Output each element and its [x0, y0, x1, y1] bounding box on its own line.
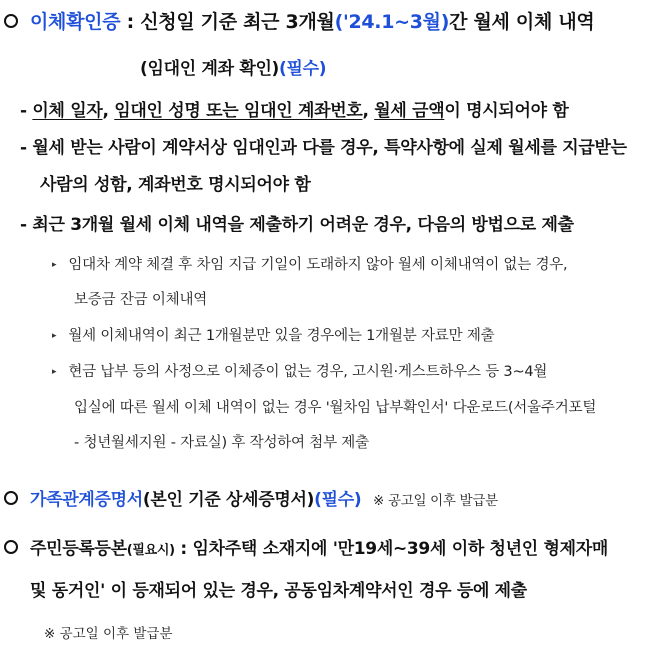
- section1-subtitle: [140, 54, 326, 79]
- triangle-bullet-icon: ▸: [52, 367, 57, 377]
- dash-bullet-2-cont: 사람의 성함, 계좌번호 명시되어야 함: [40, 175, 311, 195]
- circle-bullet-icon: [4, 14, 18, 28]
- underlined-landlord-info: 임대인 성명 또는 임대인 계좌번호: [114, 101, 363, 121]
- section3-title-a: 주민등록등본: [30, 539, 127, 559]
- section2-title-mid: (본인 기준 상세증명서): [142, 490, 315, 510]
- section2-required: (필수): [314, 490, 362, 510]
- sub-bullet-3: ▸ 현금 납부 등의 사정으로 이체증이 없는 경우, 고시원·게스트하우스 등 3~4월: [52, 364, 548, 380]
- underlined-transfer-date: 이체 일자: [32, 101, 103, 121]
- section3-title: [4, 534, 608, 559]
- section1-title-blue: 이체확인증: [30, 11, 121, 33]
- sub-bullet-3-cont1: 입실에 따른 월세 이체 내역이 없는 경우 '월차임 납부확인서' 다운로드(서울주거포털: [74, 400, 597, 416]
- sub-bullet-1-cont: 보증금 잔금 이체내역: [74, 292, 208, 308]
- sub-bullet-1: ▸ 임대차 계약 체결 후 차임 지급 기일이 도래하지 않아 월세 이체내역이 없는 경우,: [52, 257, 568, 273]
- section2-title: [4, 485, 498, 510]
- section1-title-period: ('24.1~3월): [334, 11, 450, 33]
- section1-subtitle-required: (필수): [279, 59, 327, 79]
- circle-bullet-icon: [4, 540, 18, 554]
- section1-subtitle-black: (임대인 계좌 확인): [140, 59, 280, 79]
- sub-bullet-3-cont2: - 청년월세지원 - 자료실) 후 작성하여 첨부 제출: [74, 435, 369, 451]
- section2-title-blue: 가족관계증명서: [30, 490, 143, 510]
- circle-bullet-icon: [4, 491, 18, 505]
- dash-bullet-1: - 이체 일자, 임대인 성명 또는 임대인 계좌번호, 월세 금액이 명시되어야 함: [20, 101, 569, 121]
- dash-bullet-2: - 월세 받는 사람이 계약서상 임대인과 다를 경우, 특약사항에 실제 월세를 지급받는: [20, 138, 627, 158]
- underlined-rent-amount: 월세 금액: [374, 101, 445, 121]
- section1-title-rest: : 신청일 기준 최근 3개월: [120, 11, 335, 33]
- triangle-bullet-icon: ▸: [52, 331, 57, 341]
- dash-bullet-3: - 최근 3개월 월세 이체 내역을 제출하기 어려운 경우, 다음의 방법으로 제출: [20, 215, 574, 235]
- section3-note: ※ 공고일 이후 발급분: [44, 626, 173, 642]
- section3-title-cont: 및 동거인' 이 등재되어 있는 경우, 공동임차계약서인 경우 등에 제출: [30, 581, 527, 601]
- sub-bullet-2: ▸ 월세 이체내역이 최근 1개월분만 있을 경우에는 1개월분 자료만 제출: [52, 328, 495, 344]
- section3-title-small: (필요시): [126, 543, 175, 558]
- section1-title-tail: 간 월세 이체 내역: [449, 11, 595, 33]
- section3-title-b: : 임차주택 소재지에 '만19세~39세 이하 청년인 형제자매: [174, 539, 609, 559]
- section1-title: [4, 7, 594, 34]
- section2-note: ※ 공고일 이후 발급분: [372, 493, 498, 509]
- triangle-bullet-icon: ▸: [52, 260, 57, 270]
